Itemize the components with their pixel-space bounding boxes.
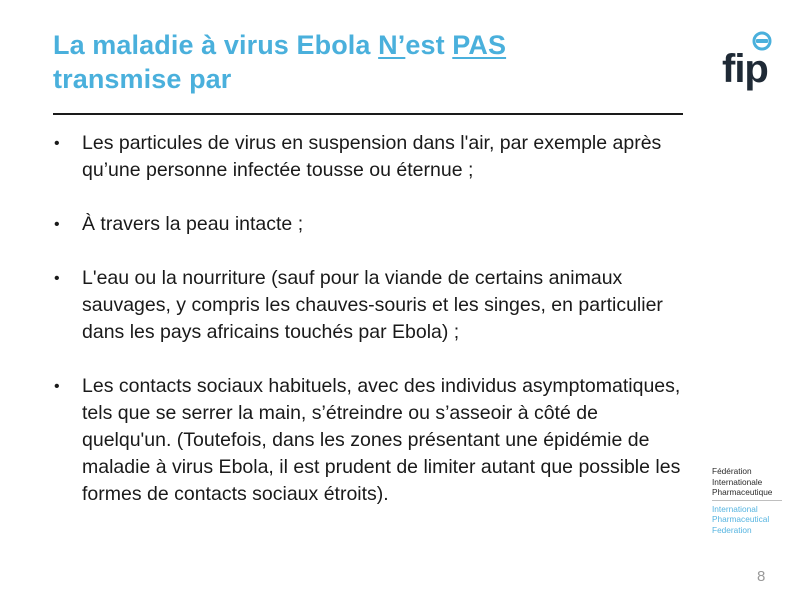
list-item xyxy=(50,373,690,508)
federation-name xyxy=(712,466,792,535)
federation-fr-line: Fédération xyxy=(712,466,752,476)
federation-en-line: Federation xyxy=(712,524,752,535)
federation-fr-line: Pharmaceutique xyxy=(712,487,773,497)
federation-en-line: International xyxy=(712,503,758,514)
slide-title xyxy=(53,28,673,96)
fip-logo-icon xyxy=(722,30,778,98)
list-item xyxy=(50,265,690,346)
title-underlined-pas: PAS xyxy=(452,30,507,60)
bullet-text: À travers la peau intacte ; xyxy=(82,213,304,235)
title-line2: transmise par xyxy=(53,64,232,94)
bullet-text: Les contacts sociaux habituels, avec des individus asymptomatiques, tels que se serrer la main, s’étreindre ou s’asseoir à côté de quelqu'un. (Toutefois, dans les zones présentant une épidémie de maladie à virus Ebola, il est prudent de limiter autant que possible les formes de contacts sociaux étroits). xyxy=(82,375,681,505)
federation-en-line: Pharmaceutical xyxy=(712,514,770,524)
bullet-icon: • xyxy=(54,135,60,152)
bullet-list xyxy=(50,130,690,508)
title-prefix: La maladie à virus Ebola xyxy=(53,30,379,60)
title-divider xyxy=(53,113,683,115)
list-item xyxy=(50,211,690,238)
bullet-text: L'eau ou la nourriture (sauf pour la viande de certains animaux sauvages, y compris les chauves-souris et les singes, en particulier dans les pays africains touchés par Ebola) ; xyxy=(82,267,663,343)
title-mid: est xyxy=(405,30,453,60)
page-number: 8 xyxy=(757,568,766,585)
bullet-icon: • xyxy=(54,270,60,287)
logo-text: fip xyxy=(722,47,768,91)
title-underlined-n: N’ xyxy=(378,30,406,60)
federation-divider xyxy=(712,500,782,501)
bullet-icon: • xyxy=(54,216,60,233)
bullet-text: Les particules de virus en suspension dans l'air, par exemple après qu’une personne infectée tousse ou éternue ; xyxy=(82,132,662,181)
federation-fr-line: Internationale xyxy=(712,476,763,487)
bullet-icon: • xyxy=(54,378,60,395)
list-item xyxy=(50,130,690,184)
